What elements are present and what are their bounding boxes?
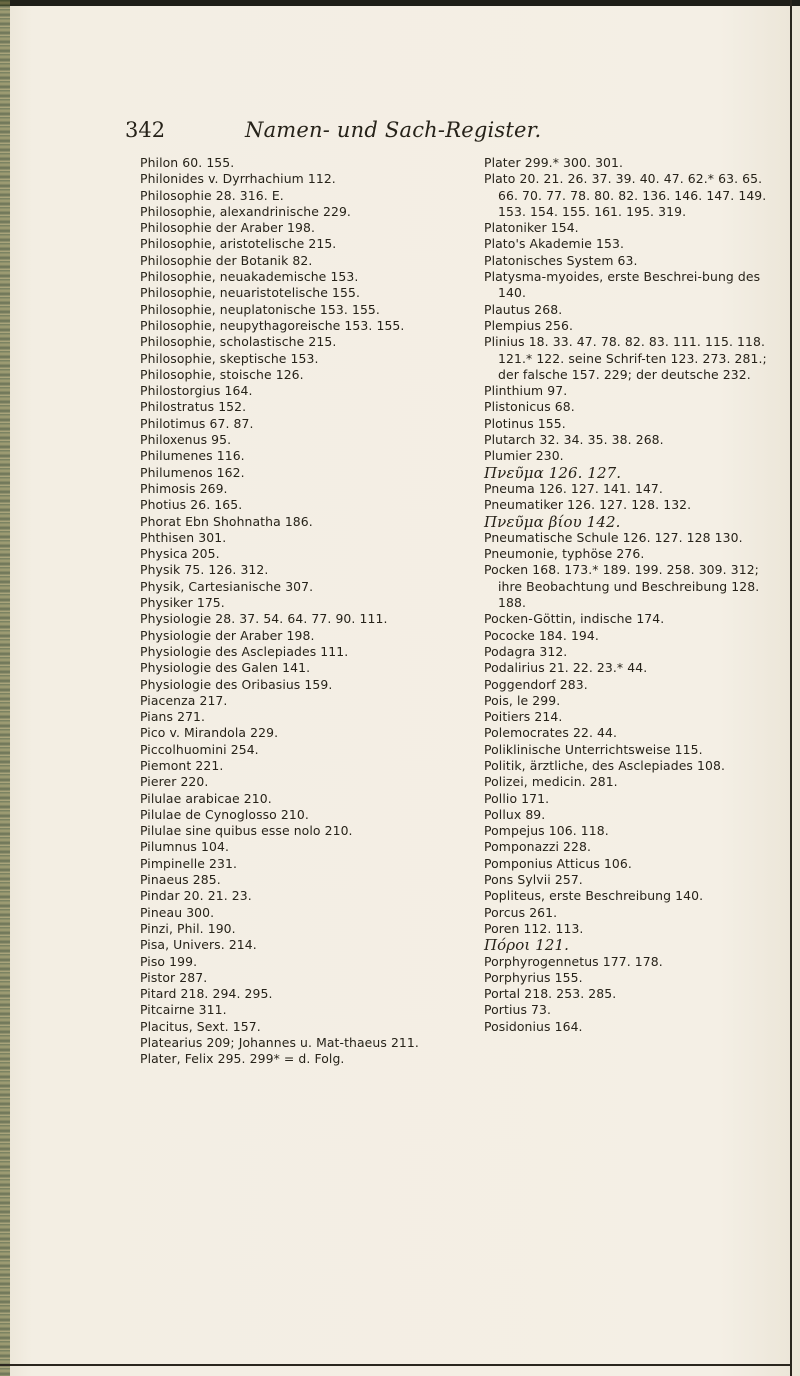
index-entry: Poitiers 214. — [484, 709, 563, 725]
index-entry: Portal 218. 253. 285. — [484, 986, 617, 1002]
index-entry: Pompejus 106. 118. — [484, 823, 609, 839]
index-entry: Pinzi, Phil. 190. — [140, 920, 236, 936]
index-entry: Πνεῦμα βίου 142. — [484, 512, 621, 531]
scan-left-edge — [0, 0, 10, 1376]
index-entry: Philoxenus 95. — [140, 432, 232, 448]
index-entry: Philosophie, scholastische 215. — [140, 334, 337, 350]
index-entry: Plautus 268. — [484, 301, 563, 317]
index-entry: Portius 73. — [484, 1002, 552, 1018]
index-entry: Philumenes 116. — [140, 448, 245, 464]
index-entry: Pilulae arabicae 210. — [140, 790, 272, 806]
index-entry: Pistor 287. — [140, 969, 208, 985]
index-entry: Philostorgius 164. — [140, 383, 253, 399]
index-entry: Pneumatische Schule 126. 127. 128 130. — [484, 529, 743, 545]
index-entry: Pilulae sine quibus esse nolo 210. — [140, 823, 353, 839]
index-entry: Phthisen 301. — [140, 529, 227, 545]
index-entry: Pocken 168. 173.* 189. 199. 258. 309. 312; ihre Beobachtung und Beschreibung 128. 188. — [484, 562, 760, 611]
index-entry: Pococke 184. 194. — [484, 627, 599, 643]
index-entry: Plotinus 155. — [484, 415, 566, 431]
index-entry: Philosophie, aristotelische 215. — [140, 236, 337, 252]
index-column-left — [140, 155, 460, 1068]
index-entry: Pineau 300. — [140, 904, 215, 920]
index-entry: Philosophie, alexandrinische 229. — [140, 203, 351, 219]
index-entry: Polizei, medicin. 281. — [484, 774, 618, 790]
index-entry: Piccolhuomini 254. — [140, 741, 259, 757]
index-entry: Physiker 175. — [140, 595, 225, 611]
index-entry: Physiologie des Oribasius 159. — [140, 676, 333, 692]
index-entry: Philostratus 152. — [140, 399, 247, 415]
index-entry: Pitard 218. 294. 295. — [140, 986, 273, 1002]
index-entry: Physik 75. 126. 312. — [140, 562, 269, 578]
index-entry: Philosophie, skeptische 153. — [140, 350, 319, 366]
page-number: 342 — [125, 118, 166, 142]
page-header — [125, 118, 765, 146]
running-title: Namen- und Sach-Register. — [245, 118, 542, 142]
index-entry: Plistonicus 68. — [484, 399, 575, 415]
index-entry: Porphyrius 155. — [484, 969, 583, 985]
index-entry: Plempius 256. — [484, 317, 574, 333]
index-entry: Philumenos 162. — [140, 464, 245, 480]
index-entry: Platysma-myoides, erste Beschrei-bung des 140. — [484, 269, 761, 301]
index-entry: Popliteus, erste Beschreibung 140. — [484, 888, 704, 904]
index-entry: Platearius 209; Johannes u. Mat-thaeus 211. — [140, 1035, 419, 1051]
index-entry: Piacenza 217. — [140, 692, 228, 708]
index-entry: Plater 299.* 300. 301. — [484, 155, 624, 170]
index-entry: Phorat Ebn Shohnatha 186. — [140, 513, 313, 529]
index-entry: Pisa, Univers. 214. — [140, 937, 257, 953]
index-entry: Physica 205. — [140, 546, 220, 562]
index-entry: Philosophie 28. 316. E. — [140, 187, 284, 203]
index-entry: Poliklinische Unterrichtsweise 115. — [484, 741, 703, 757]
index-entry: Pilumnus 104. — [140, 839, 229, 855]
scan-top-edge — [0, 0, 800, 6]
index-entry: Pomponius Atticus 106. — [484, 855, 632, 871]
index-entry: Platonisches System 63. — [484, 252, 638, 268]
index-column-right — [484, 155, 776, 1035]
index-entry: Phimosis 269. — [140, 480, 228, 496]
index-entry: Porphyrogennetus 177. 178. — [484, 953, 663, 969]
scan-bottom-edge — [0, 1364, 792, 1366]
index-entry: Podagra 312. — [484, 643, 568, 659]
index-entry: Philosophie, neupythagoreische 153. 155. — [140, 317, 405, 333]
index-entry: Photius 26. 165. — [140, 497, 243, 513]
index-entry: Poggendorf 283. — [484, 676, 588, 692]
index-entry: Plato 20. 21. 26. 37. 39. 40. 47. 62.* 63. 65. 66. 70. 77. 78. 80. 82. 136. 146. 147. 149. 153. 154. 155. 161. 195. 319. — [484, 171, 767, 219]
index-entry: Philotimus 67. 87. — [140, 415, 254, 431]
index-entry: Philosophie, neuaristotelische 155. — [140, 285, 360, 301]
index-entry: Plinius 18. 33. 47. 78. 82. 83. 111. 115. 118. 121.* 122. seine Schrif-ten 123. 273. 281.; der falsche 157. 229; der deutsche 232. — [484, 334, 767, 382]
index-entry: Pons Sylvii 257. — [484, 872, 583, 888]
index-entry: Plater, Felix 295. 299* = d. Folg. — [140, 1051, 345, 1067]
scan-right-edge — [790, 0, 792, 1376]
index-entry: Physiologie 28. 37. 54. 64. 77. 90. 111. — [140, 611, 388, 627]
index-entry: Philosophie, neuplatonische 153. 155. — [140, 301, 380, 317]
index-entry: Πόροι 121. — [484, 936, 570, 955]
index-entry: Pollio 171. — [484, 790, 550, 806]
index-entry: Philosophie, neuakademische 153. — [140, 269, 359, 285]
index-entry: Plato's Akademie 153. — [484, 236, 625, 252]
index-entry: Politik, ärztliche, des Asclepiades 108. — [484, 757, 726, 773]
index-entry: Pitcairne 311. — [140, 1002, 227, 1018]
index-entry: Poren 112. 113. — [484, 920, 584, 936]
index-entry: Pomponazzi 228. — [484, 839, 592, 855]
index-entry: Πνεῦμα 126. 127. — [484, 463, 622, 482]
index-entry: Pinaeus 285. — [140, 872, 221, 888]
index-entry: Physik, Cartesianische 307. — [140, 578, 314, 594]
index-entry: Porcus 261. — [484, 904, 558, 920]
index-entry: Posidonius 164. — [484, 1018, 583, 1034]
index-entry: Philosophie der Araber 198. — [140, 220, 316, 236]
index-entry: Pindar 20. 21. 23. — [140, 888, 252, 904]
index-entry: Platoniker 154. — [484, 220, 579, 236]
index-entry: Pois, le 299. — [484, 692, 561, 708]
index-entry: Pierer 220. — [140, 774, 209, 790]
index-entry: Philosophie, stoische 126. — [140, 366, 304, 382]
index-entry: Pimpinelle 231. — [140, 855, 238, 871]
index-entry: Piso 199. — [140, 953, 198, 969]
index-entry: Pollux 89. — [484, 806, 546, 822]
index-entry: Philonides v. Dyrrhachium 112. — [140, 171, 336, 187]
index-entry: Pneumatiker 126. 127. 128. 132. — [484, 497, 692, 513]
index-entry: Pico v. Mirandola 229. — [140, 725, 279, 741]
index-entry: Plumier 230. — [484, 448, 564, 464]
index-entry: Plutarch 32. 34. 35. 38. 268. — [484, 432, 664, 448]
index-entry: Pilulae de Cynoglosso 210. — [140, 806, 309, 822]
index-entry: Physiologie des Galen 141. — [140, 660, 311, 676]
index-entry: Physiologie der Araber 198. — [140, 627, 315, 643]
index-entry: Piemont 221. — [140, 757, 224, 773]
index-entry: Physiologie des Asclepiades 111. — [140, 643, 349, 659]
index-entry: Pocken-Göttin, indische 174. — [484, 611, 665, 627]
index-entry: Polemocrates 22. 44. — [484, 725, 618, 741]
index-entry: Philosophie der Botanik 82. — [140, 252, 313, 268]
index-entry: Philon 60. 155. — [140, 155, 235, 170]
index-entry: Podalirius 21. 22. 23.* 44. — [484, 660, 648, 676]
index-entry: Plinthium 97. — [484, 383, 568, 399]
index-entry: Pneuma 126. 127. 141. 147. — [484, 480, 663, 496]
index-entry: Pians 271. — [140, 709, 206, 725]
index-entry: Placitus, Sext. 157. — [140, 1018, 261, 1034]
index-entry: Pneumonie, typhöse 276. — [484, 546, 645, 562]
